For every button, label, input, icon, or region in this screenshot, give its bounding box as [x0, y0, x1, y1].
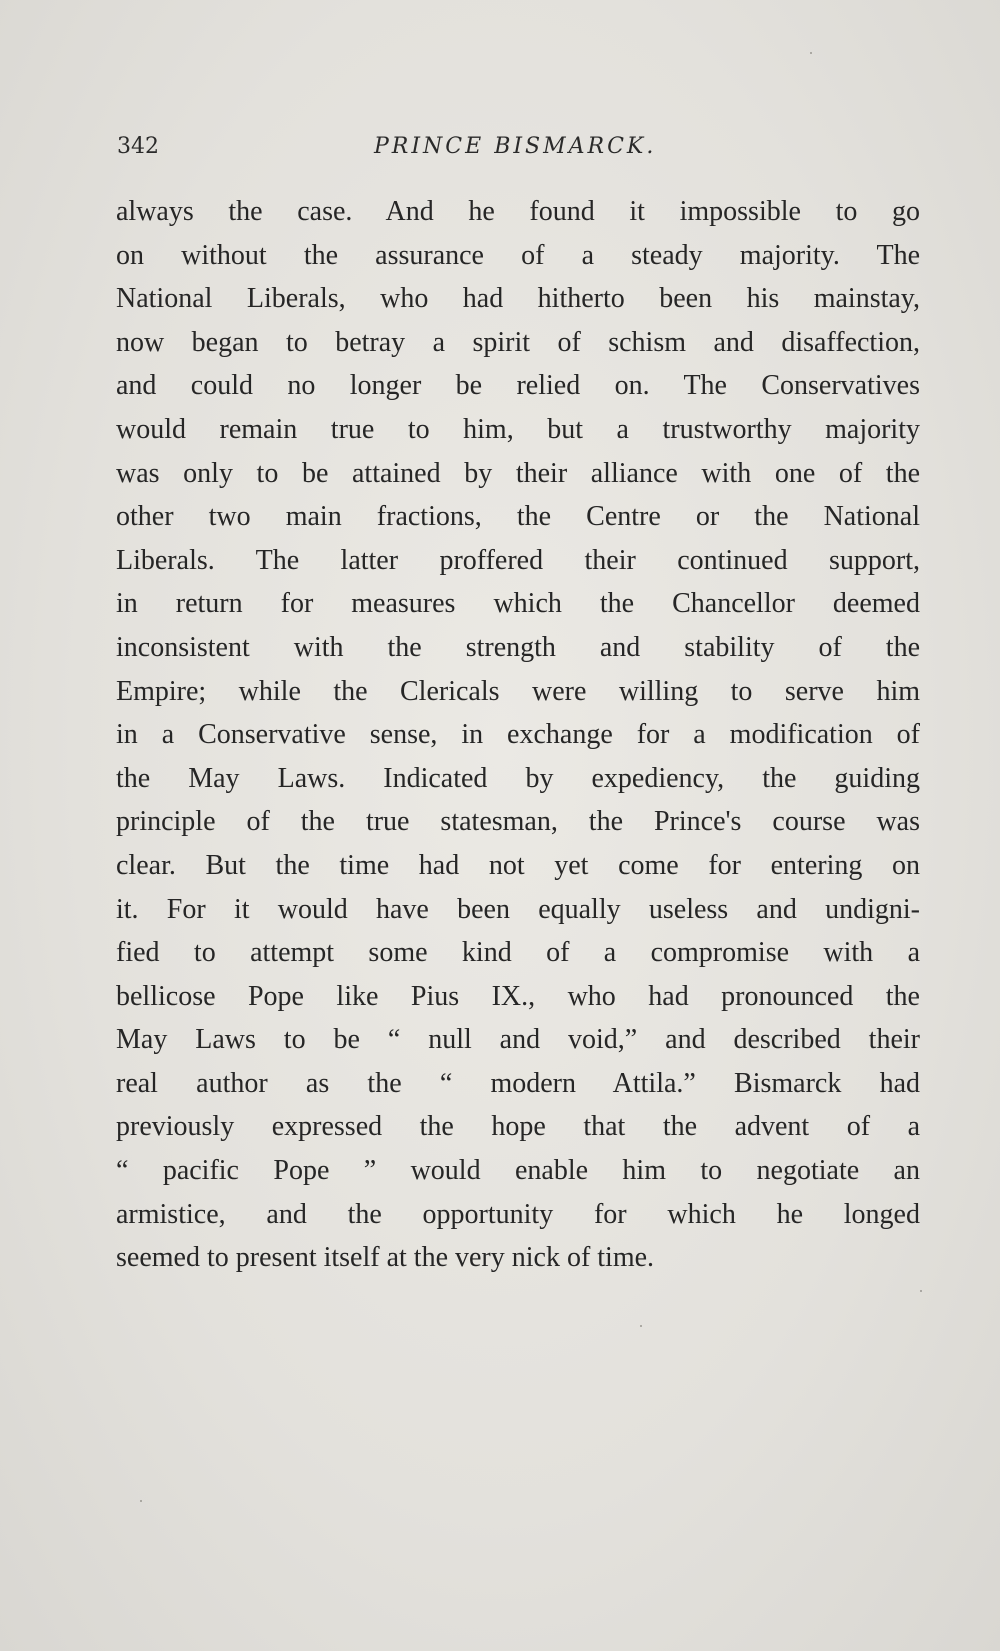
text-line: bellicose Pope like Pius IX., who had pronounced the — [116, 980, 920, 1012]
text-line: previously expressed the hope that the advent of a — [116, 1111, 920, 1143]
paper-speck — [810, 52, 812, 54]
text-line: the May Laws. Indicated by expediency, the guiding — [116, 762, 920, 794]
text-line: fied to attempt some kind of a compromise with a — [116, 937, 920, 969]
text-line: now began to betray a spirit of schism and disaffection, — [116, 326, 920, 358]
running-head — [117, 130, 917, 170]
text-line: in a Conservative sense, in exchange for a modification of — [116, 719, 920, 751]
paper-speck — [140, 1500, 142, 1502]
text-line: real author as the “ modern Attila.” Bismarck had — [116, 1067, 920, 1099]
text-line: seemed to present itself at the very nick of time. — [116, 1242, 655, 1274]
text-line: clear. But the time had not yet come for entering on — [116, 849, 920, 881]
page-number: 342 — [117, 134, 159, 159]
paper-speck — [920, 1290, 922, 1292]
text-line: National Liberals, who had hitherto been his mainstay, — [116, 283, 920, 315]
text-line: inconsistent with the strength and stability of the — [116, 631, 920, 663]
text-line: and could no longer be relied on. The Conservatives — [116, 370, 920, 402]
text-line: was only to be attained by their alliance with one of the — [116, 457, 920, 489]
text-line: Empire; while the Clericals were willing to serve him — [116, 675, 920, 707]
body-paragraph — [116, 190, 920, 1280]
text-line: May Laws to be “ null and void,” and described their — [116, 1024, 920, 1056]
text-line: would remain true to him, but a trustworthy majority — [116, 413, 920, 445]
text-line: in return for measures which the Chancellor deemed — [116, 588, 920, 620]
text-line: other two main fractions, the Centre or the National — [116, 501, 920, 533]
paper-speck — [640, 1325, 642, 1327]
text-line: armistice, and the opportunity for which he longed — [116, 1198, 920, 1230]
text-line: Liberals. The latter proffered their continued support, — [116, 544, 920, 576]
text-line: always the case. And he found it impossible to go — [116, 196, 920, 227]
running-title: PRINCE BISMARCK. — [374, 134, 657, 159]
text-line: principle of the true statesman, the Prince's course was — [116, 806, 920, 838]
text-line: “ pacific Pope ” would enable him to negotiate an — [116, 1155, 920, 1187]
text-line: it. For it would have been equally useless and undigni- — [116, 893, 920, 925]
text-line: on without the assurance of a steady majority. The — [116, 239, 920, 271]
